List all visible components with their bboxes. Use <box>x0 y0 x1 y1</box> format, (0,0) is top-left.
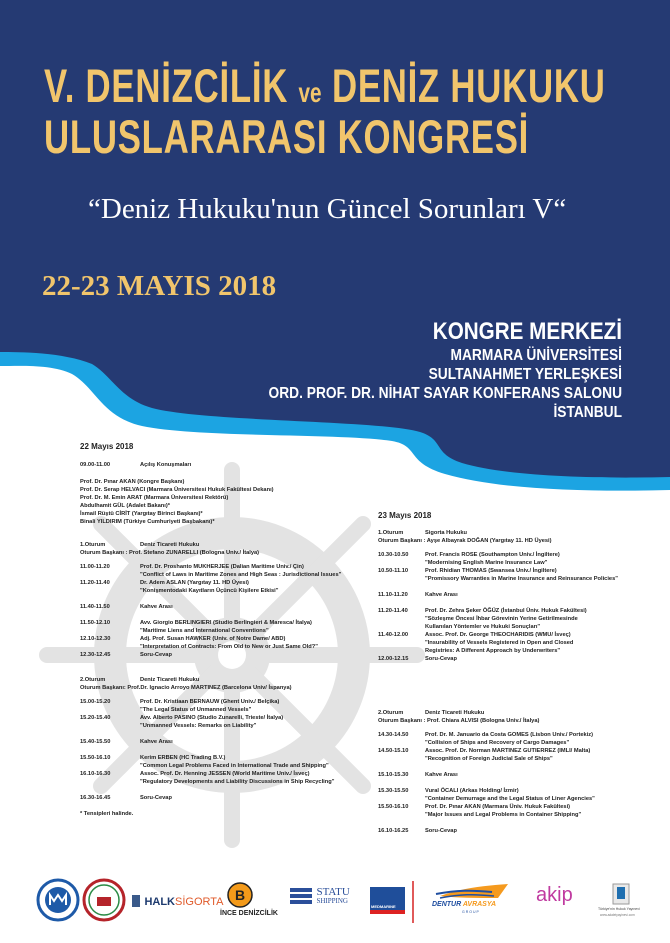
logo-text: SHIPPING <box>316 897 348 905</box>
schedule-group <box>80 698 334 730</box>
time-slot: 15.40-15.50 <box>80 739 111 745</box>
talk-title: "Sözleşme Öncesi İhbar Görevinin Yerine Getirilmesinde <box>425 616 578 622</box>
speaker: Soru-Cevap <box>425 656 457 662</box>
schedule-group <box>80 603 341 611</box>
talk-title: "Collision of Ships and Recovery of Cargo Damages" <box>425 740 570 746</box>
marmara-university-logo <box>36 878 80 922</box>
time-slot: 14.30-14.50 <box>378 732 409 738</box>
court-seal-logo <box>82 878 126 922</box>
row-content <box>140 794 172 802</box>
halk-sigorta-logo <box>132 892 224 910</box>
schedule-row <box>80 738 334 746</box>
svg-text:B: B <box>234 887 246 903</box>
schedule-row <box>80 698 334 714</box>
talk-title: "Interpretation of Contracts: From Old to New or Just Same Old?" <box>140 644 318 650</box>
time-slot: 12.30-12.45 <box>80 652 111 658</box>
congress-dates: 22-23 MAYIS 2018 <box>42 270 277 302</box>
schedule-group <box>378 787 595 819</box>
talk-title: Registries: A Different Approach by Underwriters" <box>425 648 561 654</box>
schedule-group <box>80 563 341 595</box>
time-slot: 15.10-15.30 <box>378 772 409 778</box>
speaker: Dr. Adem ASLAN (Yargıtay 11. HD Üyesi) <box>140 580 249 586</box>
session-chair: Oturum Başkanı : Ayşe Albayrak DOĞAN (Yargıtay 11. HD Üyesi) <box>378 538 552 544</box>
time-slot: 11.40-11.50 <box>80 604 110 610</box>
speaker: Prof. Dr. M. Januario da Costa GOMES (Lisbon Univ./ Portekiz) <box>425 732 594 738</box>
day2-session-2 <box>378 709 595 843</box>
speaker: Soru-Cevap <box>140 652 172 658</box>
adalet-url: www.adaletyayinevi.com <box>600 913 635 917</box>
schedule-group <box>80 619 341 659</box>
row-content <box>140 603 173 611</box>
logo-text: HALK <box>144 896 176 908</box>
schedule-group <box>80 794 334 802</box>
time-slot: 12.00-12.15 <box>378 656 409 662</box>
row-content <box>425 803 581 819</box>
talk-title: "Common Legal Problems Faced in International Trade and Shipping" <box>140 763 329 769</box>
dentur-group-text: GROUP <box>462 910 480 914</box>
speaker: Prof. Rhidian THOMAS (Swansea Univ./ İngiltere) <box>425 568 557 574</box>
statu-mark <box>290 888 312 906</box>
schedule-row <box>80 714 334 730</box>
schedule-group <box>378 591 618 599</box>
time-slot: 10.30-10.50 <box>378 552 409 558</box>
speaker: Prof. Dr. Kristiaan BERNAUW (Ghent Univ./ Belçika) <box>140 699 280 705</box>
schedule-row <box>378 551 618 567</box>
talk-title: "Insurability of Vessels Registered in Open and Closed <box>425 640 574 646</box>
schedule-row <box>80 579 341 595</box>
schedule-row <box>378 731 595 747</box>
row-content <box>425 771 458 779</box>
speaker: Soru-Cevap <box>425 828 457 834</box>
row-content <box>140 738 173 746</box>
logo-text: MEDMARINE <box>371 904 396 909</box>
speaker: Avv. Giorgio BERLINGIERI (Studio Berlingieri & Maresca/ İtalya) <box>140 620 312 626</box>
schedule-row <box>378 607 618 631</box>
time-slot: 11.10-11.20 <box>378 592 408 598</box>
schedule-row <box>378 747 595 763</box>
session-topic: Deniz Ticareti Hukuku <box>140 542 200 548</box>
logo-text: STATU <box>316 886 350 898</box>
schedule-row <box>378 771 595 779</box>
opening-block <box>80 461 274 526</box>
subtitle: “Deniz Hukuku'nun Güncel Sorunları V“ <box>88 193 567 225</box>
schedule-row <box>80 619 341 635</box>
session-label: 1.Oturum <box>378 530 404 536</box>
row-content <box>425 607 587 631</box>
talk-title: "Container Demurrage and the Legal Status of Liner Agencies" <box>425 796 595 802</box>
schedule-group <box>80 754 334 786</box>
row-text: Açılış Konuşmaları <box>140 462 192 468</box>
schedule-group <box>80 738 334 746</box>
time-slot: 14.50-15.10 <box>378 748 409 754</box>
opening-speakers <box>80 478 274 526</box>
time-slot: 11.00-11.20 <box>80 564 110 570</box>
time-slot: 16.30-16.45 <box>80 795 111 801</box>
title-part: DENİZ HUKUKU <box>331 59 606 112</box>
logo-text: SİGORTA <box>175 896 224 908</box>
row-content <box>425 631 573 655</box>
speaker: Kahve Arası <box>425 592 458 598</box>
time-slot: 09.00-11.00 <box>80 462 111 468</box>
day2-session-1 <box>378 529 618 671</box>
speaker: Avv. Alberto PASINO (Studio Zunarelli, Trieste/ İtalya) <box>140 715 284 721</box>
session-chair: Oturum Başkanı : Prof. Chiara ALVISI (Bologna Univ./ İtalya) <box>378 718 540 724</box>
session-title-row <box>378 529 618 537</box>
akip-logo: akip <box>536 884 573 906</box>
row-content <box>425 551 560 567</box>
time-slot: 11.20-11.40 <box>378 608 408 614</box>
session-header <box>378 529 618 545</box>
time-slot: 16.10-16.30 <box>80 771 111 777</box>
logo-text: DENTUR <box>432 901 462 908</box>
day1-date: 22 Mayıs 2018 <box>80 442 134 451</box>
schedule-row <box>80 794 334 802</box>
speaker: Prof. Dr. Pınar AKAN (Kongre Başkanı) <box>80 479 185 485</box>
day1-session-1 <box>80 541 341 667</box>
divider <box>412 881 414 923</box>
adalet-tagline: Türkiye'nin Hukuk Yayınevi <box>598 907 640 911</box>
speaker: Prof. Dr. Pınar AKAN (Marmara Üniv. Hukuk Fakültesi) <box>425 804 571 810</box>
talk-title: "Recognition of Foreign Judicial Sale of Ships" <box>425 756 553 762</box>
speaker: İsmail Rüştü CİRİT (Yargıtay Birinci Başkanı)* <box>80 511 203 517</box>
dentur-wave-mark <box>432 884 508 900</box>
row-content <box>425 567 618 583</box>
speaker: Assoc. Prof. Dr. Norman MARTINEZ GUTIERREZ (IMLI/ Malta) <box>425 748 591 754</box>
schedule-row <box>378 827 595 835</box>
venue-title: KONGRE MERKEZİ <box>432 318 622 345</box>
speaker: Prof. Dr. Serap HELVACI (Marmara Üniversitesi Hukuk Fakültesi Dekanı) <box>80 487 274 493</box>
talk-title: "Unmanned Vessels: Remarks on Liability" <box>140 723 257 729</box>
schedule-row <box>80 770 334 786</box>
time-slot: 12.10-12.30 <box>80 636 111 642</box>
row-content <box>140 770 334 786</box>
session-chair: Oturum Başkanı : Prof. Stefano ZUNARELLI (Bologna Univ./ İtalya) <box>80 550 260 556</box>
title-part: V. DENİZCİLİK <box>44 59 289 112</box>
session-chair: Oturum Başkanı: Prof.Dr. Ignacio Arroyo MARTINEZ (Barcelona Univ/ İspanya) <box>80 685 292 691</box>
schedule-row <box>378 787 595 803</box>
session-header <box>378 709 595 725</box>
talk-title: "Major Issues and Legal Problems in Container Shipping" <box>425 812 582 818</box>
session-header <box>80 541 341 557</box>
speaker: Binali YILDIRIM (Türkiye Cumhuriyeti Başbakanı)* <box>80 519 215 525</box>
schedule-row <box>378 803 595 819</box>
speaker: Kerim ERBEN (HC Trading B.V.) <box>140 755 226 761</box>
speaker: Adj. Prof. Susan HAWKER (Univ. of Notre Dame/ ABD) <box>140 636 286 642</box>
venue-line: ORD. PROF. DR. NİHAT SAYAR KONFERANS SALONU <box>268 385 622 402</box>
speaker: Prof. Francis ROSE (Southampton Univ./ İngiltere) <box>425 552 560 558</box>
session-label: 1.Oturum <box>80 542 106 548</box>
session-header <box>80 676 334 692</box>
schedule-row <box>80 635 341 651</box>
adalet-book-logo <box>612 883 630 905</box>
row-content <box>140 579 278 595</box>
schedule-group <box>378 771 595 779</box>
schedule-row <box>80 603 341 611</box>
talk-title: "The Legal Status of Unmanned Vessels" <box>140 707 252 713</box>
title-line-2: ULUSLARARASI KONGRESİ <box>44 110 530 163</box>
schedule-row <box>80 754 334 770</box>
schedule-group <box>378 827 595 835</box>
title-line-1 <box>44 59 606 112</box>
row-content <box>425 747 590 763</box>
time-slot: 11.50-12.10 <box>80 620 111 626</box>
speaker: Assoc. Prof. Dr. Henning JESSEN (World Maritime Univ./ İsveç) <box>140 771 310 777</box>
speaker: Kahve Arası <box>140 739 173 745</box>
row-content <box>140 754 329 770</box>
day2-date: 23 Mayıs 2018 <box>378 511 432 520</box>
row-content <box>140 714 283 730</box>
schedule-group <box>378 551 618 583</box>
row-content <box>140 698 279 714</box>
venue-line: MARMARA ÜNİVERSİTESİ <box>450 347 622 364</box>
talk-title: "Promissory Warranties in Marine Insurance and Reinsurance Policies" <box>425 576 618 582</box>
time-slot: 15.00-15.20 <box>80 699 111 705</box>
time-slot: 15.50-16.10 <box>80 755 111 761</box>
talk-title: Kullanılan Yöntemler ve Hukuki Sonuçları" <box>425 624 541 630</box>
ince-denizcilik-text: İNCE DENİZCİLİK <box>220 910 278 917</box>
talk-title: "Modernising English Marine Insurance Law" <box>425 560 548 566</box>
session-title-row <box>80 676 334 684</box>
schedule-row <box>378 567 618 583</box>
talk-title: "Regulatory Developments and Liability Discussions in Ship Recycling" <box>140 779 335 785</box>
schedule-row <box>80 461 274 469</box>
ince-denizcilik-mark <box>225 882 255 908</box>
schedule-row <box>378 655 618 663</box>
footnote: * Tensipleri halinde. <box>80 811 134 817</box>
row-content <box>425 655 457 663</box>
schedule-row <box>80 563 341 579</box>
dentur-avrasya-text <box>432 901 496 908</box>
medmarine-stripe <box>370 910 405 914</box>
speaker: Vural ÖCALI (Arkas Holding/ İzmir) <box>425 788 519 794</box>
medmarine-logo <box>370 887 405 914</box>
talk-title: "Maritime Liens and International Conventions" <box>140 628 269 634</box>
row-content <box>140 563 341 579</box>
session-topic: Sigorta Hukuku <box>425 530 468 536</box>
speaker: Abdulhamit GÜL (Adalet Bakanı)* <box>80 503 170 509</box>
session-label: 2.Oturum <box>80 677 106 683</box>
row-content <box>425 827 457 835</box>
session-title-row <box>378 709 595 717</box>
venue-line: İSTANBUL <box>553 404 622 421</box>
talk-title: "Conflict of Laws in Maritime Zones and High Seas : Jurisdictional Issues" <box>140 572 342 578</box>
time-slot: 10.50-11.10 <box>378 568 409 574</box>
schedule-row <box>378 591 618 599</box>
schedule-row <box>80 651 341 659</box>
session-topic: Deniz Ticareti Hukuku <box>140 677 200 683</box>
time-slot: 15.20-15.40 <box>80 715 111 721</box>
time-slot: 15.50-16.10 <box>378 804 409 810</box>
session-title-row <box>80 541 341 549</box>
schedule-row <box>378 631 618 655</box>
title-connector: ve <box>298 77 322 108</box>
time-slot: 15.30-15.50 <box>378 788 409 794</box>
speaker: Kahve Arası <box>140 604 173 610</box>
schedule-group <box>378 731 595 763</box>
venue-details <box>269 346 622 422</box>
row-content <box>140 651 172 659</box>
venue-line: SULTANAHMET YERLEŞKESİ <box>428 366 622 383</box>
row-content <box>425 787 595 803</box>
speaker: Assoc. Prof. Dr. George THEOCHARIDIS (WMU/ İsveç) <box>425 632 571 638</box>
logo-text: AVRASYA <box>462 901 497 908</box>
time-slot: 11.40-12.00 <box>378 632 409 638</box>
statu-shipping-logo <box>290 888 350 906</box>
speaker: Soru-Cevap <box>140 795 172 801</box>
schedule-group <box>378 607 618 663</box>
row-content <box>140 619 312 635</box>
speaker: Prof. Dr. Proshanto MUKHERJEE (Dalian Maritime Univ./ Çin) <box>140 564 304 570</box>
session-topic: Deniz Ticareti Hukuku <box>425 710 485 716</box>
halk-sigorta-mark <box>132 895 140 907</box>
speaker: Prof. Dr. M. Emin ARAT (Marmara Üniversitesi Rektörü) <box>80 495 229 501</box>
day1-session-2 <box>80 676 334 810</box>
row-content <box>425 731 593 747</box>
speaker: Kahve Arası <box>425 772 458 778</box>
time-slot: 16.10-16.25 <box>378 828 409 834</box>
speaker: Prof. Dr. Zehra Şeker ÖĞÜZ (İstanbul Üniv. Hukuk Fakültesi) <box>425 608 587 614</box>
talk-title: "Konişmentodaki Kayıtların Üçüncü Kişilere Etkisi" <box>140 588 279 594</box>
row-content <box>425 591 458 599</box>
session-label: 2.Oturum <box>378 710 404 716</box>
row-content <box>140 635 318 651</box>
time-slot: 11.20-11.40 <box>80 580 110 586</box>
